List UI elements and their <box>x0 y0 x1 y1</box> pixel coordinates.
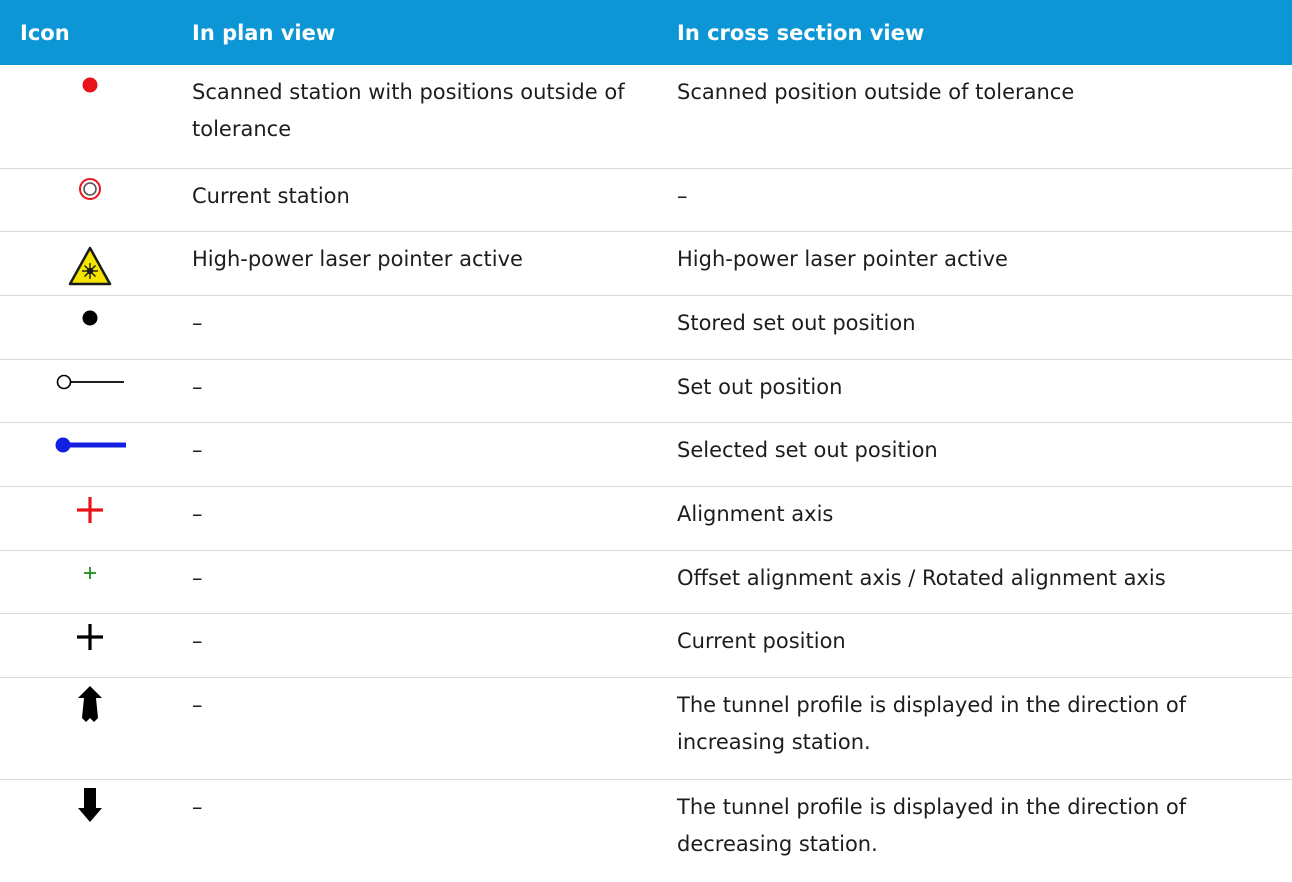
plan-cell: – <box>192 794 203 819</box>
header-icon: Icon <box>20 20 70 45</box>
set-out-position-icon <box>0 360 180 400</box>
green-cross-icon <box>0 551 180 591</box>
table-row <box>0 168 1292 231</box>
cross-cell: Offset alignment axis / Rotated alignment axis <box>665 550 1292 613</box>
cross-cell: – <box>665 168 1292 231</box>
table-row <box>0 677 1292 779</box>
plan-cell: – <box>180 486 665 550</box>
cross-cell: Alignment axis <box>665 486 1292 550</box>
table-row <box>0 422 1292 486</box>
table-row <box>0 295 1292 359</box>
table-header-row <box>0 0 1292 65</box>
selected-set-out-position-icon <box>0 423 180 463</box>
table-row <box>0 359 1292 422</box>
table-row <box>0 613 1292 677</box>
plan-cell: – <box>180 550 665 613</box>
plan-cell: – <box>180 359 665 422</box>
table-row <box>0 486 1292 550</box>
red-cross-icon <box>0 487 180 529</box>
header-plan-view: In plan view <box>192 20 336 45</box>
plan-cell: – <box>180 422 665 486</box>
plan-cell: High-power laser pointer active <box>180 231 665 295</box>
cross-cell: Current position <box>665 613 1292 677</box>
table-row <box>0 65 1292 168</box>
cross-cell: High-power laser pointer active <box>665 231 1292 295</box>
cross-cell: Scanned position outside of tolerance <box>665 65 1292 168</box>
cross-cell: The tunnel profile is displayed in the direction of increasing station. <box>665 677 1292 779</box>
laser-warning-icon <box>0 232 180 288</box>
cross-cell: Stored set out position <box>665 295 1292 359</box>
plan-cell: Scanned station with positions outside of tolerance <box>180 65 665 168</box>
cross-cell: Set out position <box>665 359 1292 422</box>
arrow-down-icon <box>0 780 180 828</box>
table-row <box>0 550 1292 613</box>
current-station-icon <box>0 169 180 207</box>
plan-cell: Current station <box>180 168 665 231</box>
black-dot-icon <box>0 296 180 336</box>
header-cross-section-view: In cross section view <box>677 20 925 45</box>
table-row <box>0 779 1292 882</box>
plan-cell: – <box>180 677 665 779</box>
black-cross-icon <box>0 614 180 656</box>
plan-cell: – <box>180 295 665 359</box>
cross-cell: Selected set out position <box>665 422 1292 486</box>
red-dot-icon <box>0 65 180 101</box>
plan-cell: – <box>180 613 665 677</box>
table-row <box>0 231 1292 295</box>
cross-cell: The tunnel profile is displayed in the direction of decreasing station. <box>677 794 1187 856</box>
arrow-up-icon <box>0 678 180 726</box>
